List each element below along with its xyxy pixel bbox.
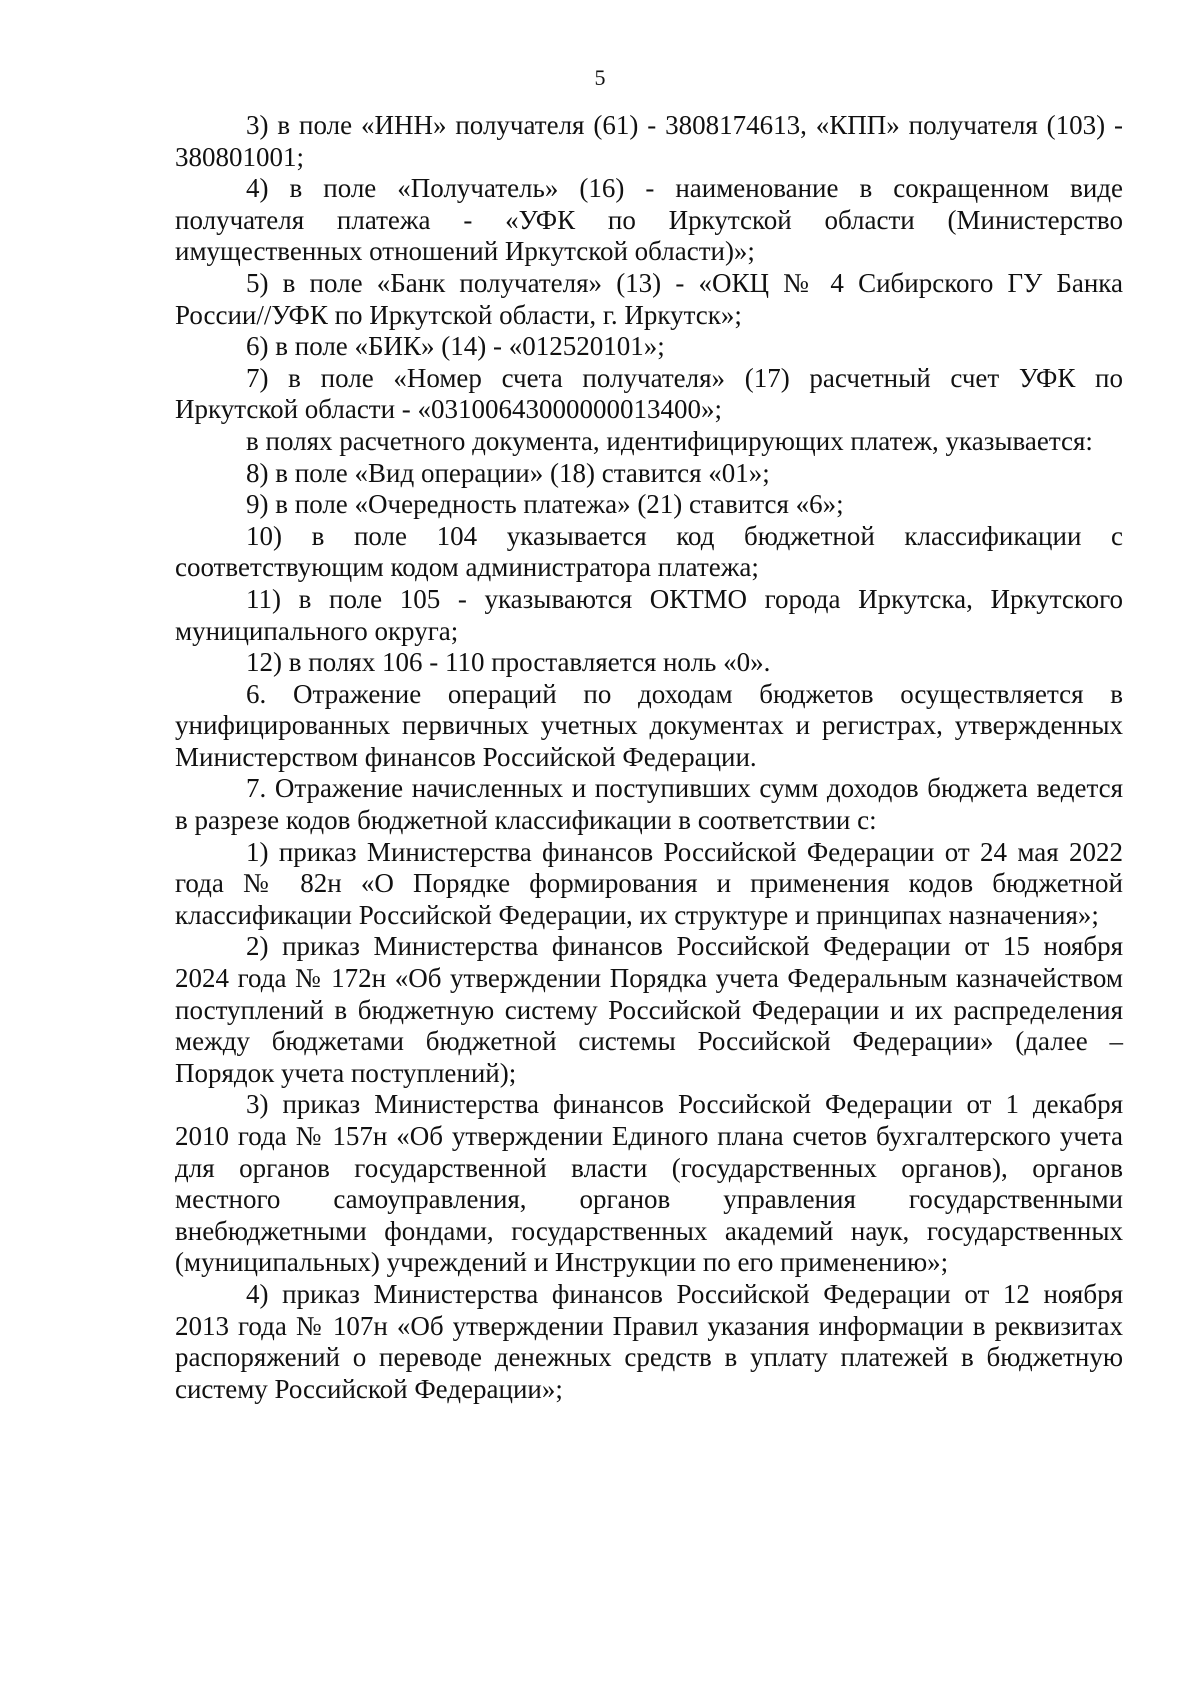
paragraph-order-4: 4) приказ Министерства финансов Российской Федерации от 12 ноября 2013 года № 107н «Об утверждении Правил указания информации в реквизитах распоряжений о переводе денежных средств в уплату платежей в бюджетную систему Российской Федерации»; <box>175 1278 1123 1404</box>
paragraph-item-10: 10) в поле 104 указывается код бюджетной классификации с соответствующим кодом администратора платежа; <box>175 520 1123 583</box>
paragraph-item-12: 12) в полях 106 - 110 проставляется ноль «0». <box>246 647 771 678</box>
paragraph-item-7: 7) в поле «Номер счета получателя» (17) расчетный счет УФК по Иркутской области - «03100643000000013400»; <box>175 362 1123 425</box>
paragraph-section-6: 6. Отражение операций по доходам бюджетов осуществляется в унифицированных первичных учетных документах и регистрах, утвержденных Министерством финансов Российской Федерации. <box>175 678 1123 772</box>
paragraph-item-8: 8) в поле «Вид операции» (18) ставится «01»; <box>246 457 770 488</box>
paragraph-order-2: 2) приказ Министерства финансов Российской Федерации от 15 ноября 2024 года № 172н «Об утверждении Порядка учета Федеральным казначейством поступлений в бюджетную систему Российской Федерации и их распределения между бюджетами бюджетной системы Российской Федерации» (далее – Порядок учета поступлений); <box>175 931 1123 1088</box>
document-body <box>175 110 1123 1405</box>
paragraph-fields-intro: в полях расчетного документа, идентифицирующих платеж, указывается: <box>246 425 1093 456</box>
paragraph-section-7: 7. Отражение начисленных и поступивших сумм доходов бюджета ведется в разрезе кодов бюджетной классификации в соответствии с: <box>175 773 1123 836</box>
paragraph-item-3: 3) в поле «ИНН» получателя (61) - 3808174613, «КПП» получателя (103) - 380801001; <box>175 110 1123 172</box>
paragraph-order-3: 3) приказ Министерства финансов Российской Федерации от 1 декабря 2010 года № 157н «Об утверждении Единого плана счетов бухгалтерского учета для органов государственной власти (государственных органов), органов местного самоуправления, органов управления государственными внебюджетными фондами, государственных академий наук, государственных (муниципальных) учреждений и Инструкции по его применению»; <box>175 1089 1123 1278</box>
paragraph-order-1: 1) приказ Министерства финансов Российской Федерации от 24 мая 2022 года № 82н «О Порядке формирования и применения кодов бюджетной классификации Российской Федерации, их структуре и принципах назначения»; <box>175 836 1123 930</box>
paragraph-item-6: 6) в поле «БИК» (14) - «012520101»; <box>246 331 665 362</box>
paragraph-item-11: 11) в поле 105 - указываются ОКТМО города Иркутска, Иркутского муниципального округа; <box>175 583 1123 646</box>
page-number: 5 <box>594 65 606 90</box>
paragraph-item-9: 9) в поле «Очередность платежа» (21) ставится «6»; <box>246 489 844 520</box>
paragraph-item-4: 4) в поле «Получатель» (16) - наименование в сокращенном виде получателя платежа - «УФК по Иркутской области (Министерство имущественных отношений Иркутской области)»; <box>175 173 1123 267</box>
paragraph-item-5: 5) в поле «Банк получателя» (13) - «ОКЦ № 4 Сибирского ГУ Банка России//УФК по Иркутской области, г. Иркутск»; <box>175 267 1123 330</box>
